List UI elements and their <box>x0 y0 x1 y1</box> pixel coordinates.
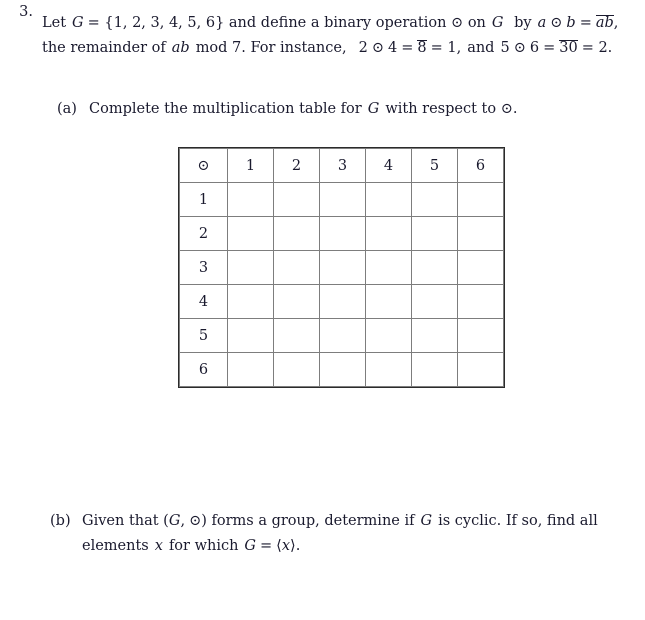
table-header-row <box>180 149 504 183</box>
part-b-label: (b) <box>50 513 71 529</box>
table-outer-frame <box>178 147 505 388</box>
table-cell-6-3[interactable] <box>320 353 366 387</box>
table-row-header-2: 2 <box>180 217 228 251</box>
part-b-var-x: x <box>154 538 163 554</box>
table-row <box>180 251 504 285</box>
table-cell-1-4[interactable] <box>366 183 412 217</box>
stem-text-define: and define a binary operation <box>228 15 447 31</box>
table-col-header-2: 2 <box>274 149 320 183</box>
table-cell-5-2[interactable] <box>274 319 320 353</box>
table-cell-5-1[interactable] <box>228 319 274 353</box>
odot-icon-4: ⊙ <box>513 39 526 56</box>
table-row-header-5: 5 <box>180 319 228 353</box>
odot-icon-1: ⊙ <box>451 14 464 31</box>
multiplication-table-container <box>178 147 505 392</box>
table-cell-6-1[interactable] <box>228 353 274 387</box>
odot-icon-2: ⊙ <box>550 14 563 31</box>
table-cell-6-6[interactable] <box>458 353 504 387</box>
part-b-comma: , <box>180 513 186 529</box>
problem-block <box>0 0 645 61</box>
part-a <box>57 97 645 122</box>
table-col-header-1: 1 <box>228 149 274 183</box>
part-a-period: . <box>512 101 518 117</box>
table-cell-4-6[interactable] <box>458 285 504 319</box>
table-cell-1-3[interactable] <box>320 183 366 217</box>
table-cell-2-3[interactable] <box>320 217 366 251</box>
table-col-header-6: 6 <box>458 149 504 183</box>
part-b <box>50 509 610 559</box>
multiplication-table <box>179 148 504 387</box>
table-cell-1-2[interactable] <box>274 183 320 217</box>
stem-set-definition: = {1, 2, 3, 4, 5, 6} <box>87 15 225 31</box>
example2-right: 6 <box>529 40 540 56</box>
part-b-var-G-3: G <box>244 538 257 554</box>
table-cell-5-4[interactable] <box>366 319 412 353</box>
table-cell-2-1[interactable] <box>228 217 274 251</box>
table-row-header-6: 6 <box>180 353 228 387</box>
part-b-text-elements: elements <box>82 538 149 554</box>
example1-result: = 1, <box>430 40 462 56</box>
stem-text-mod7: mod 7. For instance, <box>195 40 347 56</box>
table-cell-3-4[interactable] <box>366 251 412 285</box>
part-b-text-forwhich: for which <box>168 538 239 554</box>
part-a-label: (a) <box>57 101 77 117</box>
example1-left: 2 <box>358 40 368 56</box>
table-cell-5-5[interactable] <box>412 319 458 353</box>
table-cell-3-5[interactable] <box>412 251 458 285</box>
part-b-text-given: Given that ( <box>82 513 169 529</box>
table-row <box>180 353 504 387</box>
example2-overline-30: 30 <box>559 40 578 56</box>
table-cell-1-5[interactable] <box>412 183 458 217</box>
part-b-line-1 <box>82 509 610 534</box>
table-cell-2-5[interactable] <box>412 217 458 251</box>
problem-stem-body <box>42 0 645 61</box>
odot-icon-5: ⊙ <box>500 100 513 117</box>
stem-text-on: on <box>467 15 486 31</box>
table-cell-4-5[interactable] <box>412 285 458 319</box>
table-row-header-3: 3 <box>180 251 228 285</box>
part-b-var-G: G <box>168 513 181 529</box>
problem-number: 3. <box>19 4 33 20</box>
table-cell-3-6[interactable] <box>458 251 504 285</box>
table-row <box>180 217 504 251</box>
stem-text-let: Let <box>42 15 67 31</box>
stem-line-1 <box>42 0 645 36</box>
odot-icon-6: ⊙ <box>189 512 202 529</box>
stem-var-a: a <box>537 15 547 31</box>
table-row <box>180 285 504 319</box>
problem-stem-row <box>0 0 645 61</box>
table-cell-6-5[interactable] <box>412 353 458 387</box>
stem-line-2 <box>42 36 645 61</box>
table-cell-6-2[interactable] <box>274 353 320 387</box>
table-cell-3-2[interactable] <box>274 251 320 285</box>
part-b-var-G-2: G <box>420 513 433 529</box>
stem-var-G: G <box>72 15 84 31</box>
table-cell-1-1[interactable] <box>228 183 274 217</box>
part-a-text-complete: Complete the multiplication table for <box>89 101 362 117</box>
stem-text-and: and <box>467 40 495 56</box>
part-b-period: . <box>295 538 301 554</box>
part-b-text-group: ) forms a group, determine if <box>201 513 415 529</box>
example1-right: 4 <box>387 40 398 56</box>
odot-icon-3: ⊙ <box>371 39 384 56</box>
table-cell-2-2[interactable] <box>274 217 320 251</box>
stem-overline-ab: ab <box>595 15 614 31</box>
example2-equals: = <box>543 40 556 56</box>
table-row-header-1: 1 <box>180 183 228 217</box>
part-a-var-G: G <box>367 101 380 117</box>
part-b-bracket-open: ⟨ <box>276 538 282 554</box>
part-a-body <box>89 97 645 122</box>
stem-var-ab: ab <box>171 40 190 56</box>
example2-result: = 2. <box>581 40 613 56</box>
table-cell-5-6[interactable] <box>458 319 504 353</box>
table-cell-1-6[interactable] <box>458 183 504 217</box>
table-cell-4-3[interactable] <box>320 285 366 319</box>
table-row <box>180 183 504 217</box>
table-corner-odot-icon: ⊙ <box>180 149 228 183</box>
part-b-equals: = <box>260 538 273 554</box>
stem-var-G-2: G <box>491 15 504 31</box>
table-row <box>180 319 504 353</box>
stem-trailing-comma: , <box>613 15 619 31</box>
table-row-header-4: 4 <box>180 285 228 319</box>
example1-equals: = <box>401 40 414 56</box>
part-b-line-2 <box>82 534 610 559</box>
part-b-text-cyclic: is cyclic. If so, find all <box>438 513 598 529</box>
table-col-header-3: 3 <box>320 149 366 183</box>
table-cell-2-4[interactable] <box>366 217 412 251</box>
table-cell-4-1[interactable] <box>228 285 274 319</box>
table-cell-4-2[interactable] <box>274 285 320 319</box>
stem-text-by: by <box>514 15 532 31</box>
part-b-body <box>82 509 610 559</box>
table-col-header-5: 5 <box>412 149 458 183</box>
table-cell-3-1[interactable] <box>228 251 274 285</box>
stem-equals-1: = <box>579 15 592 31</box>
stem-var-b: b <box>566 15 576 31</box>
part-b-var-x-2: x <box>281 538 291 554</box>
table-cell-2-6[interactable] <box>458 217 504 251</box>
part-a-text-respect: with respect to <box>385 101 497 117</box>
table-cell-4-4[interactable] <box>366 285 412 319</box>
table-cell-5-3[interactable] <box>320 319 366 353</box>
table-cell-6-4[interactable] <box>366 353 412 387</box>
example1-overline-8: 8 <box>417 40 427 56</box>
part-b-bracket-close: ⟩ <box>290 538 296 554</box>
table-col-header-4: 4 <box>366 149 412 183</box>
example2-left: 5 <box>500 40 510 56</box>
stem-text-remainder: the remainder of <box>42 40 166 56</box>
table-cell-3-3[interactable] <box>320 251 366 285</box>
